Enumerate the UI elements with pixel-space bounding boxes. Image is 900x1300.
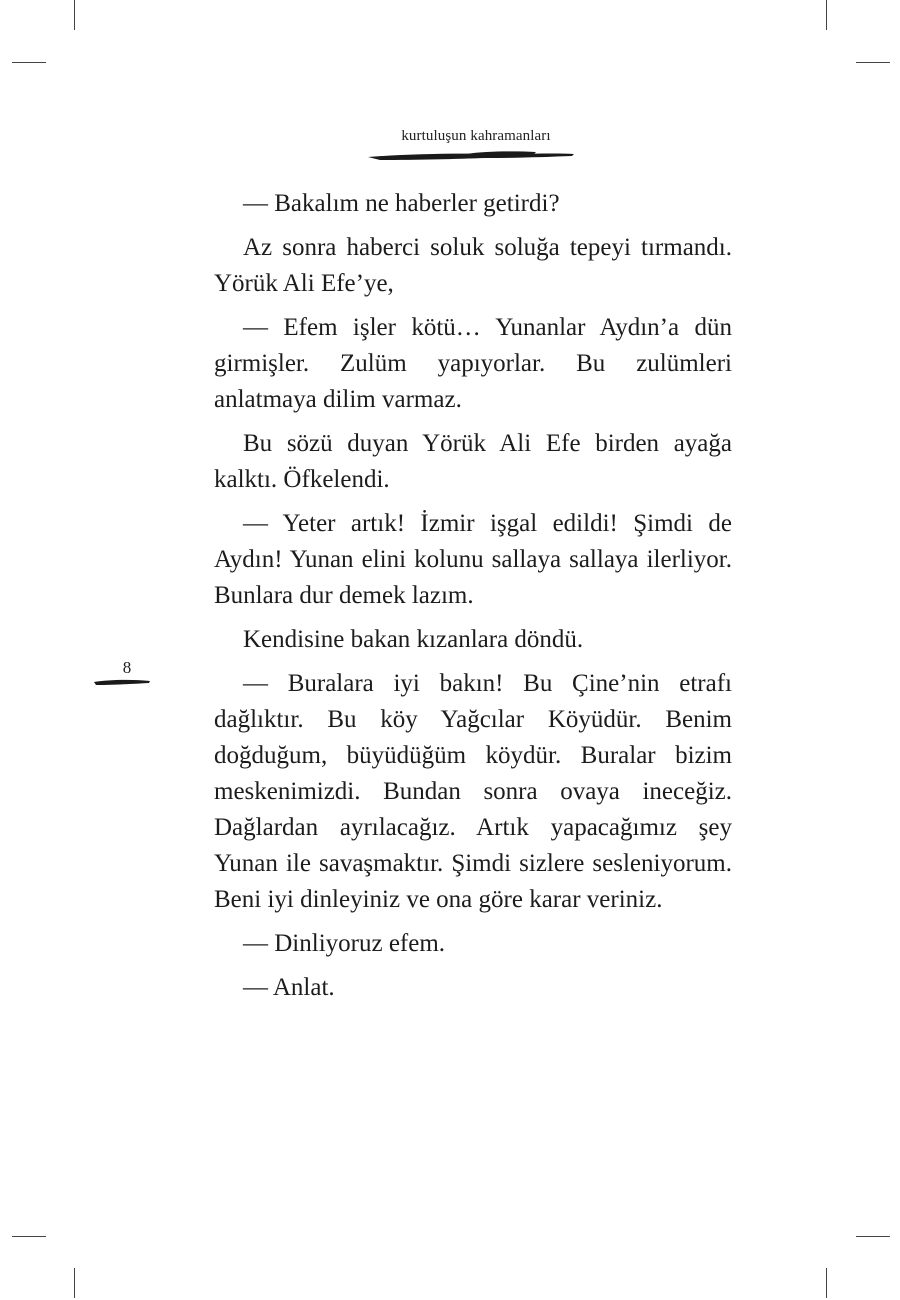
crop-mark-bottom-left-horizontal bbox=[12, 1236, 46, 1237]
paragraph: — Anlat. bbox=[243, 974, 335, 1001]
page-number: 8 bbox=[122, 658, 132, 677]
crop-mark-top-right-horizontal bbox=[856, 62, 890, 63]
paragraph: — Yeter artık! İzmir işgal edildi! Şimdi de Aydın! Yunan elini kolunu sallaya sallaya ilerliyor. Bunlara dur demek lazım. bbox=[214, 510, 732, 609]
crop-mark-top-left-horizontal bbox=[12, 62, 46, 63]
paragraph: — Buralara iyi bakın! Bu Çine’nin etrafı dağlıktır. Bu köy Yağcılar Köyüdür. Benim doğduğum, büyüdüğüm köydür. Buralar bizim meskenimizdi. Bundan sonra ovaya ineceğiz. Dağlardan ayrılacağız. Artık yapacağımız şey Yunan ile savaşmaktır. Şimdi sizlere sesleniyorum. Beni iyi dinleyiniz ve ona göre karar veriniz. bbox=[214, 670, 732, 913]
paragraph: Kendisine bakan kızanlara döndü. bbox=[243, 626, 584, 653]
paragraph: Az sonra haberci soluk soluğa tepeyi tırmandı. Yörük Ali Efe’ye, bbox=[214, 234, 732, 297]
crop-mark-top-right-vertical bbox=[826, 0, 827, 30]
paragraph: — Bakalım ne haberler getirdi? bbox=[243, 190, 560, 217]
page-number-brush-stroke-icon bbox=[92, 677, 152, 687]
crop-mark-bottom-left-vertical bbox=[74, 1268, 75, 1298]
header-brush-stroke-icon bbox=[366, 150, 576, 162]
paragraph: — Efem işler kötü… Yunanlar Aydın’a dün girmişler. Zulüm yapıyorlar. Bu zulümleri anlatmaya dilim varmaz. bbox=[214, 314, 732, 413]
paragraph: — Dinliyoruz efem. bbox=[243, 930, 446, 957]
running-header-title: kurtuluşun kahramanları bbox=[401, 128, 551, 144]
crop-mark-top-left-vertical bbox=[74, 0, 75, 30]
crop-mark-bottom-right-horizontal bbox=[856, 1236, 890, 1237]
body-text bbox=[214, 186, 732, 1014]
crop-mark-bottom-right-vertical bbox=[826, 1268, 827, 1298]
paragraph: Bu sözü duyan Yörük Ali Efe birden ayağa kalktı. Öfkelendi. bbox=[214, 430, 732, 493]
